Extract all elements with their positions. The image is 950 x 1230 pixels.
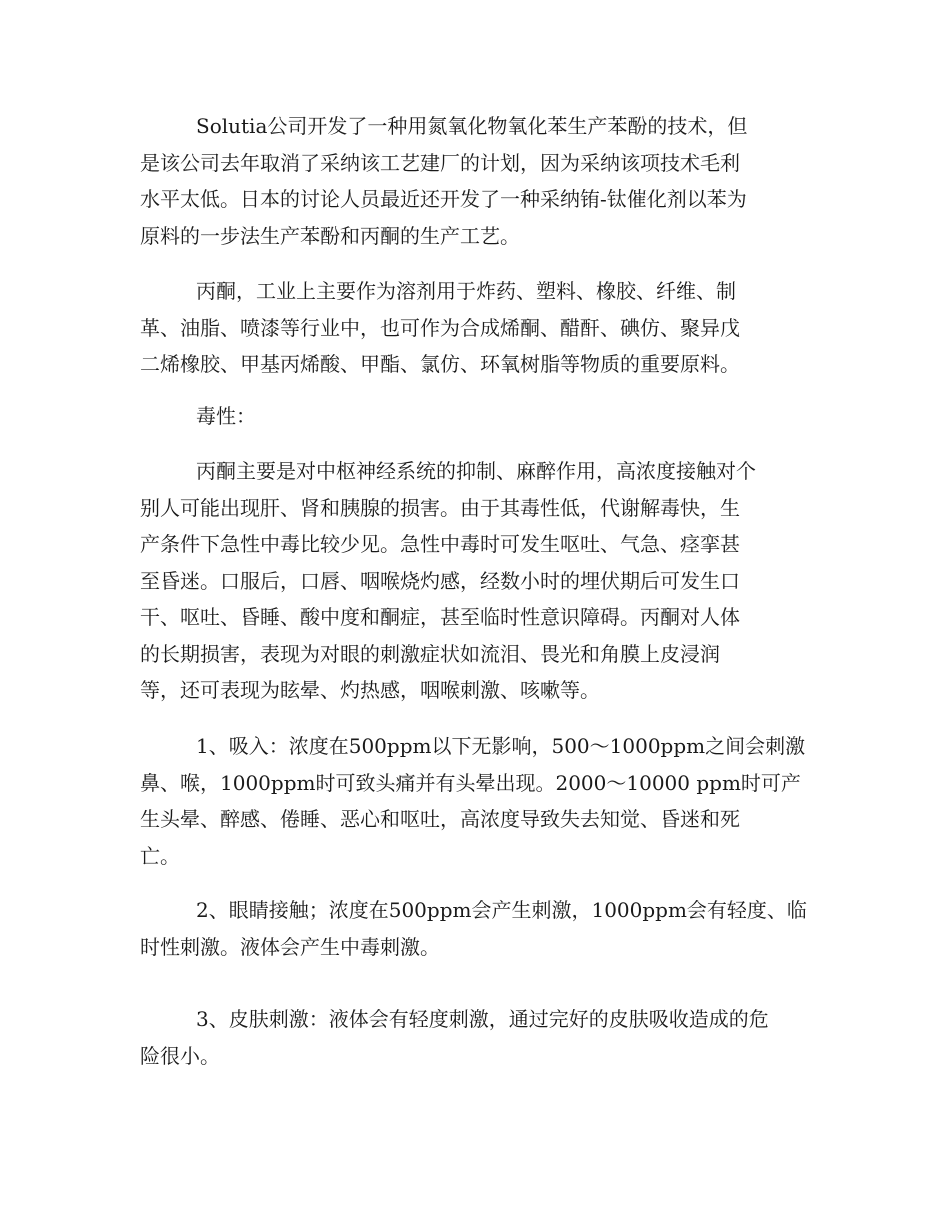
text-line: 生头晕、醉感、倦睡、恶心和呕吐，高浓度导致失去知觉、昏迷和死 (140, 807, 740, 831)
text-line: 毒性： (196, 404, 256, 428)
text-line: 的长期损害，表现为对眼的刺激症状如流泪、畏光和角膜上皮浸润 (140, 641, 720, 666)
paragraph-acetone-uses (140, 273, 820, 383)
text-line: Solutia公司开发了一种用氮氧化物氧化苯生产苯酚的技术，但 (196, 114, 748, 138)
paragraph-eye-contact (140, 892, 820, 965)
paragraph-solutia-phenol (140, 108, 820, 254)
text-line: 别人可能出现肝、肾和胰腺的损害。由于其毒性低，代谢解毒快，生 (140, 495, 740, 520)
text-line: 二烯橡胶、甲基丙烯酸、甲酯、氯仿、环氧树脂等物质的重要原料。 (140, 352, 740, 376)
paragraph-inhalation (140, 728, 820, 874)
text-line: 产条件下急性中毒比较少见。急性中毒时可发生呕吐、气急、痉挛甚 (140, 532, 740, 556)
text-line: 险很小。 (140, 1043, 220, 1068)
text-line: 鼻、喉，1000ppm时可致头痛并有头晕出现。2000～10000 ppm时可产 (140, 770, 801, 795)
text-line: 至昏迷。口服后，口唇、咽喉烧灼感，经数小时的埋伏期后可发生口 (140, 568, 740, 593)
text-line: 水平太低。日本的讨论人员最近还开发了一种采纳铕-钛催化剂以苯为 (140, 187, 747, 211)
text-line: 1、吸入：浓度在500ppm以下无影响，500～1000ppm之间会刺激 (196, 734, 806, 758)
text-line: 丙酮主要是对中枢神经系统的抑制、麻醉作用，高浓度接触对个 (196, 459, 756, 483)
text-line: 干、呕吐、昏睡、酸中度和酮症，甚至临时性意识障碍。丙酮对人体 (140, 605, 740, 629)
text-line: 是该公司去年取消了采纳该工艺建厂的计划，因为采纳该项技术毛利 (140, 150, 740, 175)
text-line: 2、眼睛接触；浓度在500ppm会产生刺激，1000ppm会有轻度、临 (196, 898, 807, 922)
text-line: 原料的一步法生产苯酚和丙酮的生产工艺。 (140, 223, 520, 248)
paragraph-toxicity-heading (140, 398, 820, 435)
text-line: 等，还可表现为眩晕、灼热感，咽喉刺激、咳嗽等。 (140, 678, 600, 702)
text-line: 3、皮肤刺激：液体会有轻度刺激，通过完好的皮肤吸收造成的危 (196, 1007, 769, 1031)
paragraph-toxicity-description (140, 453, 820, 709)
text-line: 亡。 (140, 843, 180, 868)
text-line: 丙酮，工业上主要作为溶剂用于炸药、塑料、橡胶、纤维、制 (196, 279, 736, 303)
text-line: 时性刺激。液体会产生中毒刺激。 (140, 934, 440, 959)
paragraph-skin-irritation (140, 1001, 820, 1074)
text-line: 革、油脂、喷漆等行业中，也可作为合成烯酮、醋酐、碘仿、聚异戊 (140, 315, 740, 340)
